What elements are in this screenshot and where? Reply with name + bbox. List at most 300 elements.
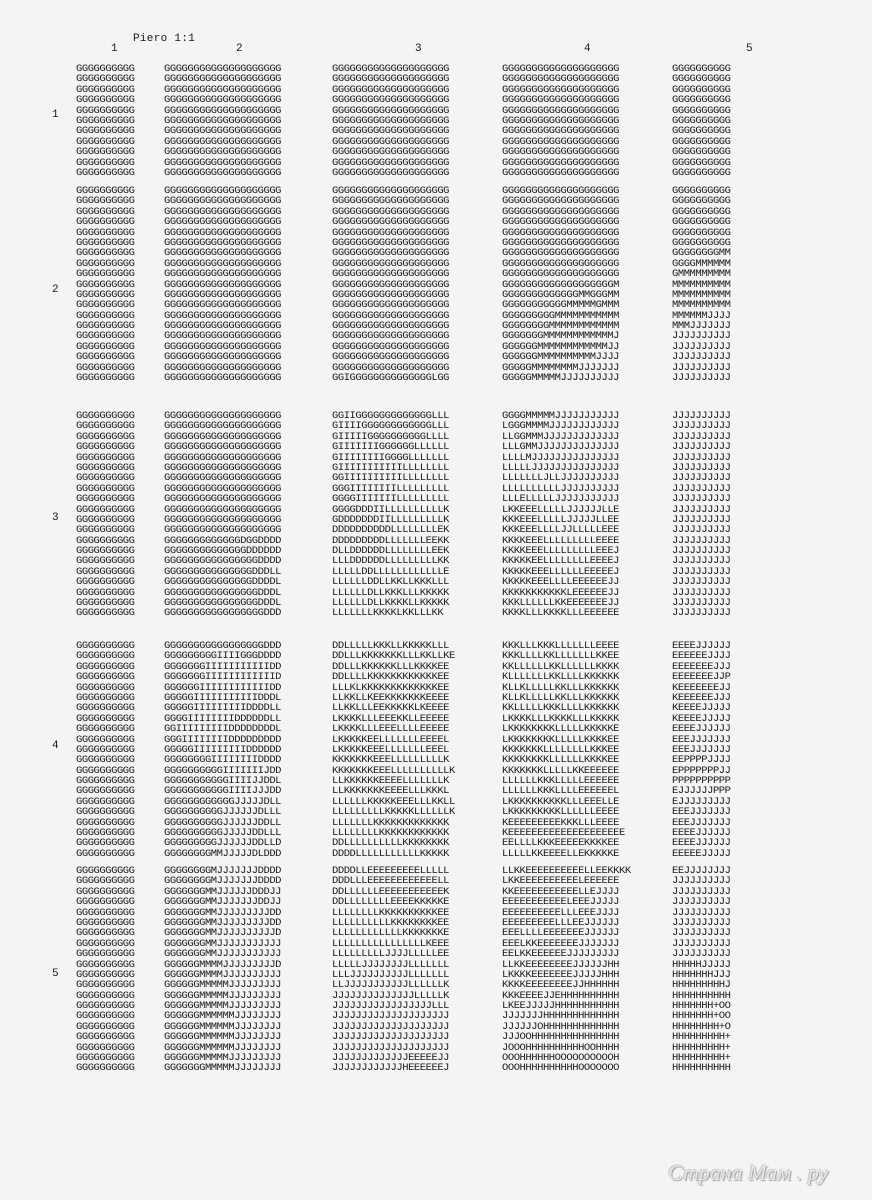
- pattern-cell: GGGGGGGGGG: [76, 206, 135, 218]
- pattern-cell: GGGGGGGGGGGGGGGGGGGG: [332, 105, 450, 116]
- pattern-cell: DDLLLLLKKKLLKKKKKLLL: [332, 641, 450, 652]
- pattern-row: [76, 85, 760, 95]
- pattern-cell: GGGGGGGGGG: [76, 411, 135, 422]
- pattern-cell: JJJJJJJJJJ: [672, 608, 731, 619]
- pattern-cell: LKKKKEEEEEEEJJJJJHHH: [502, 969, 620, 981]
- pattern-row: [76, 106, 760, 116]
- pattern-cell: LLLLLLLLLLJJJJJJJJJJ: [502, 483, 620, 495]
- pattern-cell: LLLDDDDDDLLLLLLLLLKK: [332, 556, 450, 567]
- pattern-cell: KEEEEEEEEEEEEEEEEEEEE: [502, 828, 625, 839]
- pattern-cell: GGGGGGGGGG: [76, 786, 135, 797]
- pattern-row: [76, 505, 760, 515]
- pattern-cell: JJJJJJJJJJJJJJJJJJJJ: [332, 1011, 450, 1022]
- pattern-cell: GGGGIIIIIIIIDDDDDDLL: [164, 713, 282, 725]
- pattern-cell: GGGGGGGGGG: [672, 115, 731, 127]
- row-number-5: 5: [52, 968, 59, 980]
- pattern-cell: GGGGGGGGGIIIIGGGDDDD: [164, 651, 282, 662]
- pattern-row: [76, 970, 760, 980]
- pattern-cell: GGGGGGGGGGGGGGGGGGGG: [332, 126, 450, 137]
- pattern-cell: GGGGGGMMMMMMJJJJJJJJ: [164, 1011, 282, 1022]
- pattern-cell: GGGGGGGGGGGGGGGGDDDL: [164, 587, 282, 599]
- pattern-cell: GGGGGGGGGG: [76, 556, 135, 567]
- pattern-cell: GGGGGGGGGGGGGGGDDDDL: [164, 577, 282, 588]
- pattern-cell: GGGGGGMMMMJJJJJJJJJJ: [164, 969, 282, 981]
- pattern-block-2: [76, 186, 760, 383]
- pattern-cell: GGGGGGGGGGGGGGGGGGGG: [164, 362, 282, 374]
- pattern-cell: GGGGGGGGGGGMMMMMGMMM: [502, 300, 620, 311]
- pattern-cell: GGGGGGMMMMJJJJJJJJJD: [164, 959, 282, 970]
- pattern-cell: GGGGGGGGGGGIIIIJJDDL: [164, 776, 282, 787]
- pattern-cell: GGGGGGGGGGGGGGGGGGGG: [502, 237, 620, 249]
- pattern-cell: OOOHHHHHHOOOOOOOOOOH: [502, 1053, 620, 1064]
- pattern-cell: JJJJJJJJJJ: [672, 452, 731, 463]
- pattern-cell: GGGGGGGGGGIIIIIIIJDD: [164, 765, 282, 777]
- pattern-cell: GGGGGGGGGG: [76, 1063, 135, 1074]
- pattern-cell: GGGGGGGGGG: [76, 682, 135, 693]
- pattern-row: [76, 849, 760, 859]
- pattern-cell: GGGGGGGGGG: [76, 289, 135, 301]
- pattern-cell: LKEEJJJJJHHHHHHHHHHH: [502, 1001, 620, 1012]
- pattern-cell: GGGGGGGGGG: [76, 167, 135, 179]
- pattern-cell: JJJJJJJJJJ: [672, 421, 731, 432]
- pattern-cell: LLLELLLLLJJJJJJJJJJJ: [502, 494, 620, 505]
- row-number-3: 3: [52, 512, 59, 524]
- pattern-row: [76, 484, 760, 494]
- pattern-row: [76, 217, 760, 227]
- pattern-cell: GGGGGGGGGG: [76, 310, 135, 322]
- watermark-logo: Страна Мам . ру: [668, 1160, 829, 1185]
- pattern-cell: GGGGGGGGGG: [76, 817, 135, 829]
- pattern-cell: JJJJJJJJJJJJHEEEEEEJ: [332, 1063, 450, 1074]
- pattern-row: [76, 876, 760, 886]
- pattern-cell: GGGGGGGGGG: [672, 95, 731, 106]
- pattern-cell: JJJJJJJJJJ: [672, 331, 731, 342]
- pattern-cell: GGGGGGGGMJJJJJJJDDDD: [164, 866, 282, 877]
- pattern-cell: JJJJJJJJJJ: [672, 587, 731, 599]
- pattern-cell: GGGGGGGGGGGGGGGGGGGG: [164, 248, 282, 259]
- pattern-row: [76, 116, 760, 126]
- pattern-row: [76, 1032, 760, 1042]
- pattern-cell: GGGGGGGGGG: [76, 494, 135, 505]
- pattern-cell: LKKEEEEEEEEEELEEEEEE: [502, 876, 620, 887]
- pattern-cell: EPPPPPPPJJ: [672, 765, 731, 777]
- pattern-cell: GGGGGGGGGG: [76, 598, 135, 609]
- pattern-row: [76, 567, 760, 577]
- pattern-cell: GGGGGGGGGGGGGGGGGGGG: [332, 258, 450, 270]
- pattern-cell: LLLLLLLLLJJJJLLLLLEE: [332, 949, 450, 960]
- pattern-cell: JJJJJJJJJJ: [672, 897, 731, 908]
- pattern-cell: LLGGMMMJJJJJJJJJJJJJ: [502, 431, 620, 443]
- pattern-cell: KKKKEEEEEEEEJJHHHHHH: [502, 980, 620, 991]
- pattern-cell: EEEEJJJJJJ: [672, 724, 731, 735]
- pattern-cell: GGGGGGGGGGGGGGGGGGGG: [164, 95, 282, 106]
- pattern-cell: LLLLLLKKKLLLLLEEEEEE: [502, 776, 620, 787]
- pattern-block-5: [76, 866, 760, 1074]
- pattern-cell: GGGGGGGGGG: [76, 776, 135, 787]
- pattern-cell: GGGGGGGGGGGGGGGGGGGG: [332, 331, 450, 342]
- pattern-cell: GGGGGGMMMMMMMMMMMMJJ: [502, 341, 620, 353]
- pattern-row: [76, 939, 760, 949]
- pattern-cell: GGGGGGGGGGGGGGGGGGGG: [164, 514, 282, 526]
- pattern-block-3: [76, 411, 760, 619]
- pattern-cell: GGGGGGGGGGGGGGGGGGGG: [502, 136, 620, 148]
- pattern-cell: GGGGGGGGGG: [76, 84, 135, 96]
- pattern-cell: JJJJJJJJJJ: [672, 876, 731, 887]
- pattern-cell: JJJJJJJJJJJJJJJJJLLL: [332, 1001, 450, 1012]
- pattern-cell: GGGGGGGGGGGGGGGGDDDD: [164, 556, 282, 567]
- pattern-row: [76, 577, 760, 587]
- pattern-cell: GGGGGGGGGG: [76, 248, 135, 259]
- pattern-cell: GGGGGGGGIIIIIIIIDDDD: [164, 755, 282, 766]
- pattern-cell: GGGGGGGGGGGGGGGGGGGG: [502, 269, 620, 280]
- pattern-row: [76, 186, 760, 196]
- pattern-cell: GGGGGGGGGGGGGGGGGGGG: [332, 196, 450, 207]
- pattern-cell: GGGGGGGGGGGGGGGGGGGG: [164, 74, 282, 85]
- pattern-cell: MMMMMMMMMM: [672, 279, 731, 290]
- pattern-cell: HHHHHHHHH+: [672, 1042, 731, 1054]
- pattern-cell: GIIIIIGGGGGGGGGGLLLL: [332, 431, 450, 443]
- pattern-cell: GGGGGGGGGG: [76, 587, 135, 599]
- pattern-row: [76, 300, 760, 310]
- pattern-cell: GGGGGGGGGG: [76, 227, 135, 238]
- pattern-row: [76, 546, 760, 556]
- pattern-cell: GGGGGGGGGGGGGGGGGGGG: [164, 442, 282, 453]
- pattern-cell: GGGGGGGGGG: [76, 186, 135, 197]
- pattern-cell: EEELLLLEEEEEEEJJJJJJ: [502, 928, 620, 939]
- pattern-cell: DDLLLLKKKKKKKKKKKKEE: [332, 672, 450, 683]
- pattern-cell: MMMMMMJJJJ: [672, 310, 731, 322]
- pattern-cell: GGGGGGGMMMMMMMMMMMMJ: [502, 331, 620, 342]
- pattern-cell: GGGGGGGGGGGGGGGGGGGG: [164, 157, 282, 168]
- pattern-cell: LLLLLLLJLLJJJJJJJJJJ: [502, 473, 620, 484]
- pattern-cell: GGGGGGGMMJJJJJJJJJDD: [164, 917, 282, 929]
- pattern-row: [76, 683, 760, 693]
- pattern-cell: GGGGGGGGGG: [76, 1001, 135, 1012]
- pattern-cell: GGGGGGGGGG: [76, 147, 135, 158]
- pattern-row: [76, 1063, 760, 1073]
- pattern-cell: GGGGIIIIIIILLLLLLLLL: [332, 494, 450, 505]
- pattern-cell: GGGGGGGGGG: [76, 917, 135, 929]
- pattern-cell: LLKKKKKKEEEELLLLLLLK: [332, 776, 450, 787]
- pattern-cell: GGGGGGGGGGGGGGGGGGGG: [164, 462, 282, 474]
- pattern-cell: GGGGGGMMMMMMJJJJJJJJ: [164, 1032, 282, 1043]
- pattern-row: [76, 828, 760, 838]
- pattern-cell: KKLLLLLLKKLLLLLLKKKK: [502, 661, 620, 673]
- pattern-cell: GGGGGGGGGG: [76, 473, 135, 484]
- pattern-cell: GGGGGGGGGG: [76, 886, 135, 898]
- pattern-cell: JJJJJJJHHHHHHHHHHHHH: [502, 1011, 620, 1022]
- pattern-cell: GGGGGGGGGG: [76, 504, 135, 515]
- pattern-cell: JJJJJJJJJJ: [672, 938, 731, 950]
- pattern-cell: JJJJJJJJJJ: [672, 514, 731, 526]
- pattern-cell: GGGGGMMMMMMMMJJJJJJJ: [502, 362, 620, 374]
- pattern-row: [76, 1022, 760, 1032]
- pattern-row: [76, 137, 760, 147]
- pattern-cell: GGGGGGGGGG: [672, 227, 731, 238]
- pattern-row: [76, 196, 760, 206]
- pattern-row: [76, 207, 760, 217]
- pattern-row: [76, 1053, 760, 1063]
- pattern-cell: JOOOHHHHHHHHHHOOHHHH: [502, 1042, 620, 1054]
- pattern-cell: GGGGGGGGGG: [76, 724, 135, 735]
- pattern-cell: GGGIIIIIIIIDDDDDDDDD: [164, 734, 282, 745]
- pattern-cell: GGGGGGGGGGGGGGGGGGGG: [164, 352, 282, 363]
- pattern-cell: GGGGGGGGGGGGGGGGGGGG: [164, 237, 282, 249]
- pattern-cell: EEEEEEJJJJ: [672, 651, 731, 662]
- pattern-cell: GGGGGGGGGGGGGGGGGGGG: [332, 157, 450, 168]
- pattern-cell: GGGGGGGGGG: [76, 442, 135, 453]
- pattern-cell: LLLLLJJJJJJJJJJJJJJJ: [502, 462, 620, 474]
- pattern-row: [76, 290, 760, 300]
- pattern-cell: GGGGGGGGGGGGGGGGGGGG: [332, 248, 450, 259]
- pattern-cell: JJJJJJJJJJ: [672, 907, 731, 918]
- pattern-cell: GGGGGGGGGG: [76, 897, 135, 908]
- pattern-cell: LLKKLLLEEKKKKKLKEEEE: [332, 703, 450, 714]
- pattern-cell: GGGGGGGGGG: [76, 431, 135, 443]
- pattern-cell: GGGGGGGMMJJJJJJJJJJJ: [164, 949, 282, 960]
- pattern-row: [76, 1043, 760, 1053]
- pattern-cell: EEEEEEEJJJ: [672, 661, 731, 673]
- pattern-row: [76, 908, 760, 918]
- pattern-cell: LKKKKKKKKKKLLLEEELLE: [502, 796, 620, 808]
- pattern-cell: LLLLLLKKKLLLLEEEEEEL: [502, 786, 620, 797]
- pattern-row: [76, 238, 760, 248]
- pattern-cell: LKKKKLLLKKKKLLLKKKKK: [502, 713, 620, 725]
- pattern-row: [76, 980, 760, 990]
- pattern-cell: GGGGGGGGGGGGGMMGGGMM: [502, 289, 620, 301]
- pattern-cell: GGGGGGGGGG: [76, 217, 135, 228]
- pattern-cell: GGGGGGGGGG: [76, 546, 135, 557]
- pattern-cell: GGGGGGGGGG: [76, 980, 135, 991]
- pattern-cell: HHHHHHH+OO: [672, 1011, 731, 1022]
- pattern-cell: GGGGGGGGGGGGGGGGGGGG: [332, 289, 450, 301]
- pattern-cell: LKKKKLLLEEEKKLLEEEEE: [332, 713, 450, 725]
- column-number-5: 5: [746, 43, 753, 55]
- pattern-cell: GGGGGGGGGGGGGGGGGGGG: [332, 321, 450, 332]
- pattern-cell: GGGGGGMMMMMMJJJJJJJJ: [164, 1021, 282, 1033]
- pattern-cell: HHHHHHHH+O: [672, 1021, 731, 1033]
- pattern-cell: GGGGGGGGGG: [76, 64, 135, 75]
- pattern-cell: LKKKKKEEELLLLLLLEEEL: [332, 744, 450, 756]
- pattern-cell: GGGGGGMMMMMJJJJJJJJJ: [164, 980, 282, 991]
- pattern-row: [76, 662, 760, 672]
- pattern-row: [76, 608, 760, 618]
- pattern-cell: EEEJJJJJJJ: [672, 817, 731, 829]
- pattern-cell: GGGGGGGGGGGGGGGGGGGG: [164, 227, 282, 238]
- pattern-cell: KKKKEEELLLLLLLLLEEEE: [502, 535, 620, 547]
- pattern-cell: GGGGGGGGGG: [76, 608, 135, 619]
- pattern-row: [76, 991, 760, 1001]
- pattern-cell: JJJJJJJJJJ: [672, 556, 731, 567]
- pattern-cell: JJJJJJJJJJ: [672, 442, 731, 453]
- pattern-cell: KKKKKEEELLLLEEEEEEJJ: [502, 577, 620, 588]
- pattern-cell: GGGGGGGGGG: [76, 341, 135, 353]
- pattern-cell: GGGGGGGGGG: [76, 74, 135, 85]
- pattern-cell: GGGGGGGGGGGGGGDDDDDD: [164, 546, 282, 557]
- pattern-cell: LLLLLLLLLLLLLLLLKEEE: [332, 938, 450, 950]
- pattern-cell: KLLKLLLLLKKLLLKKKKKK: [502, 682, 620, 693]
- pattern-cell: GGGGGGGGGGGGGGGGGGGG: [164, 186, 282, 197]
- pattern-cell: OOOHHHHHHHHHHOOOOOOO: [502, 1063, 620, 1074]
- pattern-row: [76, 352, 760, 362]
- pattern-cell: GGGGGGGGGGGGGGGGGGGG: [164, 206, 282, 218]
- pattern-cell: GGGGGGGGGG: [76, 838, 135, 849]
- pattern-cell: GGGGGGGGGGGGGGGGGGGG: [164, 289, 282, 301]
- pattern-row: [76, 918, 760, 928]
- pattern-cell: GGGGGGGGGGGGGGGGGGGG: [164, 258, 282, 270]
- pattern-cell: KKKKKKKKKKKLEEEEEEJJ: [502, 587, 620, 599]
- pattern-row: [76, 311, 760, 321]
- pattern-cell: GGGGGGGGGGGGGGGGGGGG: [332, 310, 450, 322]
- pattern-cell: GGGGGGGGGG: [672, 105, 731, 116]
- pattern-cell: GGGGGGGGGG: [76, 115, 135, 127]
- pattern-cell: HHHHHHH+OO: [672, 1001, 731, 1012]
- pattern-cell: GGGGGGGGGG: [672, 206, 731, 218]
- pattern-cell: GGGGGGGGGG: [76, 525, 135, 536]
- pattern-cell: LLLLLLDDLLKKLLKKKLLL: [332, 577, 450, 588]
- pattern-cell: DDDDDDDDDDLLLLLLLLEK: [332, 525, 450, 536]
- pattern-cell: KEEEEEEJJJ: [672, 692, 731, 704]
- pattern-row: [76, 949, 760, 959]
- pattern-cell: GGGGGGGGGGGGGGGGGGGG: [164, 310, 282, 322]
- pattern-cell: GGGGGGGGMM: [672, 248, 731, 259]
- pattern-cell: GGGGGGGGGGGGJJJJJDLL: [164, 796, 282, 808]
- pattern-cell: GGGGGGGGGGGGGGGGGGGG: [502, 64, 620, 75]
- pattern-cell: EEEEJJJJJJ: [672, 641, 731, 652]
- pattern-cell: JJJJJJJJJJ: [672, 341, 731, 353]
- pattern-cell: LLLLMJJJJJJJJJJJJJJJ: [502, 452, 620, 463]
- pattern-cell: JJJJJJJJJJJJJJLLLLLK: [332, 990, 450, 1002]
- column-number-3: 3: [415, 43, 422, 55]
- pattern-cell: GGGGGGGGGGGGGGGGGGGG: [164, 373, 282, 384]
- row-number-2: 2: [52, 284, 59, 296]
- pattern-cell: LLLJJJJJJJJJJLLLLLLL: [332, 969, 450, 981]
- pattern-row: [76, 147, 760, 157]
- pattern-cell: GGGGGGGIIIIIIIIIIIDD: [164, 661, 282, 673]
- pattern-cell: GGGGGGGGGG: [76, 969, 135, 981]
- pattern-cell: JJJOOHHHHHHHHHHHHHHH: [502, 1032, 620, 1043]
- pattern-cell: LLKKEEEEEEEEEELLEEKKKK: [502, 866, 631, 877]
- pattern-cell: GGGGGGGGGG: [672, 157, 731, 168]
- pattern-cell: GGGGGGGGGGGGGGGGGGGG: [164, 421, 282, 432]
- pattern-cell: GGGGGGGGMMMMMMMMMMMM: [502, 321, 620, 332]
- pattern-cell: GGIIIIIIIIIDDDDDDDDL: [164, 724, 282, 735]
- pattern-cell: GGGGGGMMMMMMJJJJJJJJ: [164, 1042, 282, 1054]
- pattern-row: [76, 641, 760, 651]
- pattern-cell: DDDLLLEEEEEEEEEEEELL: [332, 876, 450, 887]
- pattern-row: [76, 703, 760, 713]
- pattern-row: [76, 525, 760, 535]
- pattern-cell: GGGGGGGGGG: [672, 84, 731, 96]
- pattern-cell: KKKEEELLLLJJLLLLLEEE: [502, 525, 620, 536]
- pattern-cell: GGGGGGGGGG: [76, 876, 135, 887]
- pattern-cell: KEEEEJJJJJ: [672, 703, 731, 714]
- pattern-cell: GGGGGGGGGGGGGGGGGGGG: [332, 217, 450, 228]
- pattern-cell: GGGGGGGGGGGGGGGGGGGG: [164, 341, 282, 353]
- pattern-cell: GGGGGGGGGGGGGGGGGGGG: [164, 431, 282, 443]
- pattern-cell: GGGGGGGGGG: [672, 237, 731, 249]
- pattern-row: [76, 126, 760, 136]
- pattern-cell: KKKLLLLKKLLLLLLLKKEE: [502, 651, 620, 662]
- pattern-cell: GGGGGIIIIIIIIIDDDDLL: [164, 703, 282, 714]
- pattern-row: [76, 745, 760, 755]
- pattern-cell: JJJJJJOHHHHHHHHHHHHH: [502, 1021, 620, 1033]
- pattern-cell: GGGGGGGGGGJJJJJJDLLL: [164, 807, 282, 818]
- pattern-cell: LLLLLLDLLKKKKLLKKKKK: [332, 598, 450, 609]
- pattern-cell: GIIIIGGGGGGGGGGGGLLL: [332, 421, 450, 432]
- pattern-cell: GGGGGGGGGGGGGGGGGGGG: [502, 115, 620, 127]
- pattern-row: [76, 786, 760, 796]
- pattern-row: [76, 363, 760, 373]
- pattern-cell: GGGGGGGGGG: [672, 217, 731, 228]
- pattern-cell: GGGGGGGGGG: [76, 692, 135, 704]
- pattern-cell: JJJJJJJJJJJJJEEEEEJJ: [332, 1053, 450, 1064]
- pattern-cell: GGGGGGGGGGGGGGGGGGGG: [502, 126, 620, 137]
- pattern-row: [76, 494, 760, 504]
- pattern-row: [76, 724, 760, 734]
- pattern-cell: GGIGGGGGGGGGGGGGGLGG: [332, 373, 450, 384]
- pattern-row: [76, 64, 760, 74]
- pattern-cell: GGGGGGGGGGGGGGGGGGGG: [164, 504, 282, 515]
- pattern-cell: LLLLLLDLLKKKLLLKKKKK: [332, 587, 450, 599]
- pattern-cell: JJJJJJJJJJ: [672, 525, 731, 536]
- pattern-cell: GGGGGGGGGGGGGGGGGGGG: [164, 167, 282, 179]
- pattern-cell: GGGGGGGGGGGGGGGGGGGG: [502, 147, 620, 158]
- row-number-1: 1: [52, 109, 59, 121]
- pattern-cell: GGGGGGGGGGGGGGGGGGGG: [502, 84, 620, 96]
- pattern-cell: GGGGGGGGGGGGGGGGGGGG: [502, 206, 620, 218]
- pattern-cell: DDDDLLLLLLLLLLLKKKKK: [332, 848, 450, 860]
- pattern-cell: EEEJJJJJJJ: [672, 807, 731, 818]
- pattern-cell: KKKLLLLLLKKEEEEEEEJJ: [502, 598, 620, 609]
- pattern-cell: GGGGGGMMMMMJJJJJJJJJ: [164, 990, 282, 1002]
- pattern-cell: GGGGGGGGGGGGGGGGGGGG: [502, 217, 620, 228]
- pattern-cell: GGGGGGGGGGGGGGGGGGGG: [332, 186, 450, 197]
- pattern-cell: GGGGDDDIILLLLLLLLLLK: [332, 504, 450, 515]
- pattern-cell: GGGGGGGGGG: [76, 279, 135, 290]
- pattern-cell: GGGGGGGMMMMMJJJJJJJJ: [164, 1063, 282, 1074]
- pattern-row: [76, 373, 760, 383]
- pattern-cell: PPPPPPPPPP: [672, 776, 731, 787]
- pattern-row: [76, 776, 760, 786]
- pattern-row: [76, 259, 760, 269]
- pattern-cell: EEJJJJJJJJ: [672, 866, 731, 877]
- pattern-cell: LLLLLKKEEEELLEKKKKKE: [502, 848, 620, 860]
- pattern-cell: GGGGGGGGGG: [76, 990, 135, 1002]
- pattern-cell: JJJJJJJJJJJJJJJJJJJJ: [332, 1032, 450, 1043]
- pattern-cell: LLLLLLKKKKKEEELLLKKLL: [332, 796, 455, 808]
- pattern-row: [76, 342, 760, 352]
- pattern-cell: GGGGGGGGGG: [76, 514, 135, 526]
- pattern-cell: GGGGGGGGGG: [76, 866, 135, 877]
- pattern-cell: GGGGGGGGGG: [76, 321, 135, 332]
- pattern-cell: GGGGGGGGGG: [76, 483, 135, 495]
- pattern-cell: GGGGGGGGGMMMMMMMMMMM: [502, 310, 620, 322]
- pattern-cell: GGGGGMMMMMJJJJJJJJJJ: [502, 373, 620, 384]
- pattern-cell: GGGGGGGMMJJJJJJJJJJD: [164, 928, 282, 939]
- pattern-cell: GGGGGGGGGG: [76, 1021, 135, 1033]
- pattern-row: [76, 158, 760, 168]
- pattern-cell: JJJJJJJJJJ: [672, 535, 731, 547]
- pattern-cell: GGGGGGGGGG: [76, 661, 135, 673]
- pattern-cell: GGGGGGGGGGGGGGGGGGGG: [502, 196, 620, 207]
- pattern-cell: JJJJJJJJJJ: [672, 598, 731, 609]
- pattern-cell: DDLLLKKKKKKKLLLKKLLKE: [332, 651, 455, 662]
- pattern-cell: DDDDDDDDDLLLLLLLEEKK: [332, 535, 450, 547]
- pattern-row: [76, 1011, 760, 1021]
- pattern-cell: KKKKKKKLLLLLLLLKKKEE: [502, 744, 620, 756]
- pattern-cell: LLLLLLLLKKKKKKKKKKKK: [332, 828, 450, 839]
